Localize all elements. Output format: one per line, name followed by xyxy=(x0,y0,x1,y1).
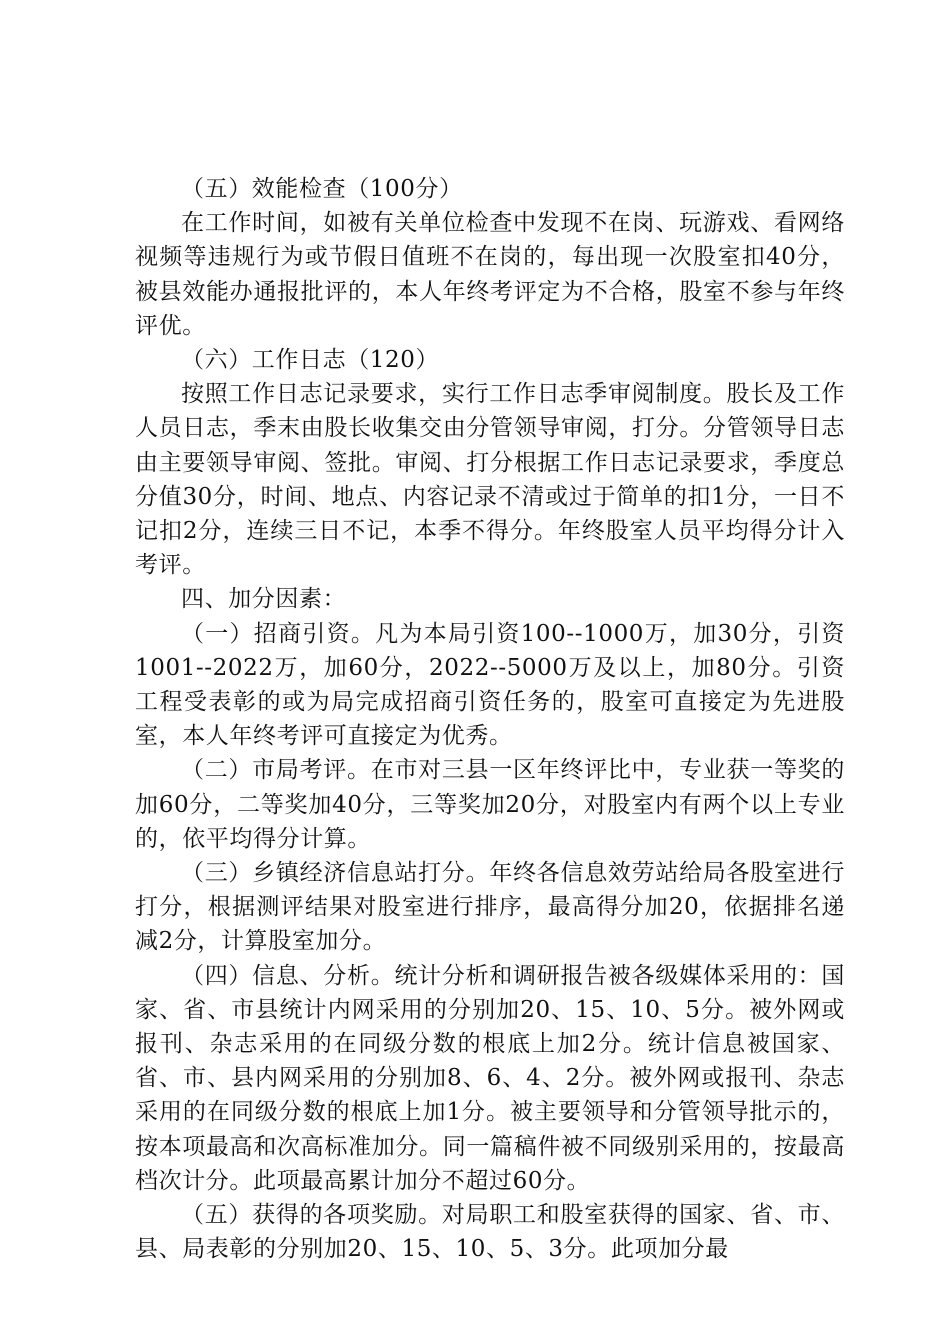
paragraph-township-info-station: （三）乡镇经济信息站打分。年终各信息效劳站给局各股室进行打分，根据测评结果对股室进行排序，最高得分加20，依据排名递减2分，计算股室加分。 xyxy=(135,860,845,955)
section-heading-bonus-factors: 四、加分因素： xyxy=(181,586,347,613)
paragraph-efficiency-check: 在工作时间，如被有关单位检查中发现不在岗、玩游戏、看网络视频等违规行为或节假日值班不在岗的，每出现一次股室扣40分，被县效能办通报批评的，本人年终考评定为不合格，股室不参与年终评优。 xyxy=(135,210,845,339)
paragraph-information-analysis: （四）信息、分析。统计分析和调研报告被各级媒体采用的：国家、省、市县统计内网采用的分别加20、15、10、5分。被外网或报刊、杂志采用的在同级分数的根底上加2分。统计信息被国家、省、市、县内网采用的分别加8、6、4、2分。被外网或报刊、杂志采用的在同级分数的根底上加1分。被主要领导和分管领导批示的，按本项最高和次高标准加分。同一篇稿件被不同级别采用的，按最高档次计分。此项最高累计加分不超过60分。 xyxy=(135,962,845,1194)
paragraph-work-log: 按照工作日志记录要求，实行工作日志季审阅制度。股长及工作人员日志，季末由股长收集交由分管领导审阅，打分。分管领导日志由主要领导审阅、签批。审阅、打分根据工作日志记录要求，季度总分值30分，时间、地点、内容记录不清或过于简单的扣1分，一日不记扣2分，连续三日不记，本季不得分。年终股室人员平均得分计入考评。 xyxy=(135,381,845,579)
paragraph-awards: （五）获得的各项奖励。对局职工和股室获得的国家、省、市、县、局表彰的分别加20、15、10、5、3分。此项加分最 xyxy=(135,1202,845,1263)
section-heading-work-log: （六）工作日志（120） xyxy=(181,347,440,374)
paragraph-city-evaluation: （二）市局考评。在市对三县一区年终评比中，专业获一等奖的加60分，二等奖加40分，三等奖加20分，对股室内有两个以上专业的，依平均得分计算。 xyxy=(135,757,845,852)
paragraph-investment: （一）招商引资。凡为本局引资100--1000万，加30分，引资1001--2022万，加60分，2022--5000万及以上，加80分。引资工程受表彰的或为局完成招商引资任务的，股室可直接定为先进股室，本人年终考评可直接定为优秀。 xyxy=(135,620,845,750)
document-body xyxy=(135,172,845,1267)
section-heading-efficiency-check: （五）效能检查（100分） xyxy=(181,176,463,202)
